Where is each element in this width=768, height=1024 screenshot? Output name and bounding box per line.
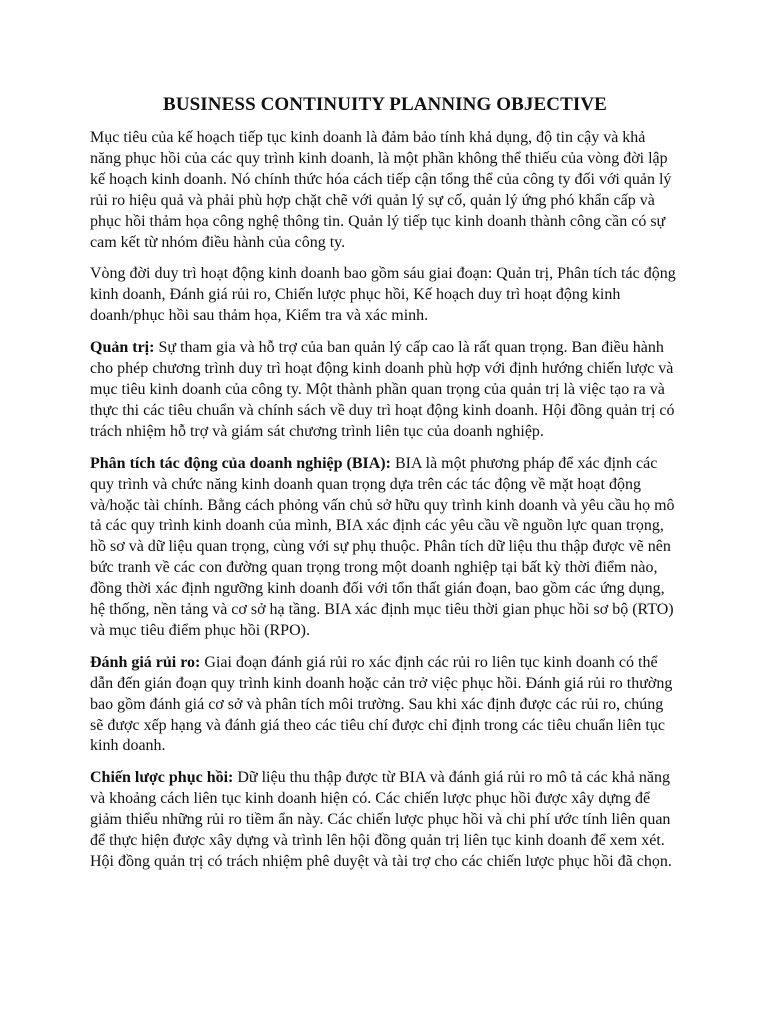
document-title: BUSINESS CONTINUITY PLANNING OBJECTIVE xyxy=(163,94,607,115)
paragraph-governance xyxy=(90,338,680,443)
paragraph-text: Vòng đời duy trì hoạt động kinh doanh bao gồm sáu giai đoạn: Quản trị, Phân tích tác động kinh doanh, Đánh giá rủi ro, Chiến lược phục hồi, Kế hoạch duy trì hoạt động kinh doanh/phục hồi sau thảm họa, Kiểm tra và xác minh. xyxy=(90,265,676,325)
paragraph-text: Mục tiêu của kế hoạch tiếp tục kinh doanh là đảm bảo tính khả dụng, độ tin cậy và khả năng phục hồi của các quy trình kinh doanh, là một phần không thể thiếu của vòng đời lập kế hoạch kinh doanh. Nó chính thức hóa cách tiếp cận tổng thể của công ty đối với quản lý rủi ro hiệu quả và phải phù hợp chặt chẽ với quản lý sự cố, quản lý ứng phó khẩn cấp và phục hồi thảm họa công nghệ thông tin. Quản lý tiếp tục kinh doanh thành công cần có sự cam kết từ nhóm điều hành của công ty. xyxy=(90,129,672,251)
paragraph-bia xyxy=(90,454,680,642)
paragraph-lead: Quản trị: xyxy=(90,339,155,357)
paragraph-text: BIA là một phương pháp để xác định các quy trình và chức năng kinh doanh quan trọng dựa trên các tác động về mặt hoạt động và/hoặc tài chính. Bằng cách phỏng vấn chủ sở hữu quy trình kinh doanh và yêu cầu họ mô tả các quy trình kinh doanh của mình, BIA xác định các yêu cầu về nguồn lực quan trọng, hồ sơ và dữ liệu quan trọng, cùng với sự phụ thuộc. Phân tích dữ liệu thu thập được vẽ nên bức tranh về các con đường quan trọng trong một doanh nghiệp tại bất kỳ thời điểm nào, đồng thời xác định ngưỡng kinh doanh đối với tổn thất gián đoạn, bao gồm các ứng dụng, hệ thống, nền tảng và cơ sở hạ tầng. BIA xác định mục tiêu thời gian phục hồi sơ bộ (RTO) và mục tiêu điểm phục hồi (RPO). xyxy=(90,454,675,639)
paragraph-lead: Chiến lược phục hồi: xyxy=(90,769,234,787)
paragraph-risk-assessment xyxy=(90,653,680,758)
paragraph-text: Giai đoạn đánh giá rủi ro xác định các rủi ro liên tục kinh doanh có thể dẫn đến gián đoạn quy trình kinh doanh hoặc cản trở việc phục hồi. Đánh giá rủi ro thường bao gồm đánh giá cơ sở và phân tích môi trường. Sau khi xác định được các rủi ro, chúng sẽ được xếp hạng và đánh giá theo các tiêu chí được chỉ định trong các tiêu chuẩn liên tục kinh doanh. xyxy=(90,653,673,755)
paragraph-intro xyxy=(90,128,680,253)
paragraph-text: Dữ liệu thu thập được từ BIA và đánh giá rủi ro mô tả các khả năng và khoảng cách liên tục kinh doanh hiện có. Các chiến lược phục hồi được xây dựng để giảm thiểu những rủi ro tiềm ẩn này. Các chiến lược phục hồi và chi phí ước tính liên quan để thực hiện được xây dựng và trình lên hội đồng quản trị liên tục kinh doanh để xem xét. Hội đồng quản trị có trách nhiệm phê duyệt và tài trợ cho các chiến lược phục hồi đã chọn. xyxy=(90,769,672,870)
paragraph-recovery-strategy xyxy=(90,768,680,873)
paragraph-text: Sự tham gia và hỗ trợ của ban quản lý cấp cao là rất quan trọng. Ban điều hành cho phép chương trình duy trì hoạt động kinh doanh phù hợp với định hướng chiến lược và mục tiêu kinh doanh của công ty. Một thành phần quan trọng của quản trị là việc tạo ra và thực thi các tiêu chuẩn và chính sách về duy trì hoạt động kinh doanh. Hội đồng quản trị có trách nhiệm hỗ trợ và giám sát chương trình liên tục của doanh nghiệp. xyxy=(90,339,675,440)
paragraph-lead: Đánh giá rủi ro: xyxy=(90,653,201,671)
paragraph-lead: Phân tích tác động của doanh nghiệp (BIA): xyxy=(90,454,391,472)
paragraph-lifecycle xyxy=(90,264,680,327)
